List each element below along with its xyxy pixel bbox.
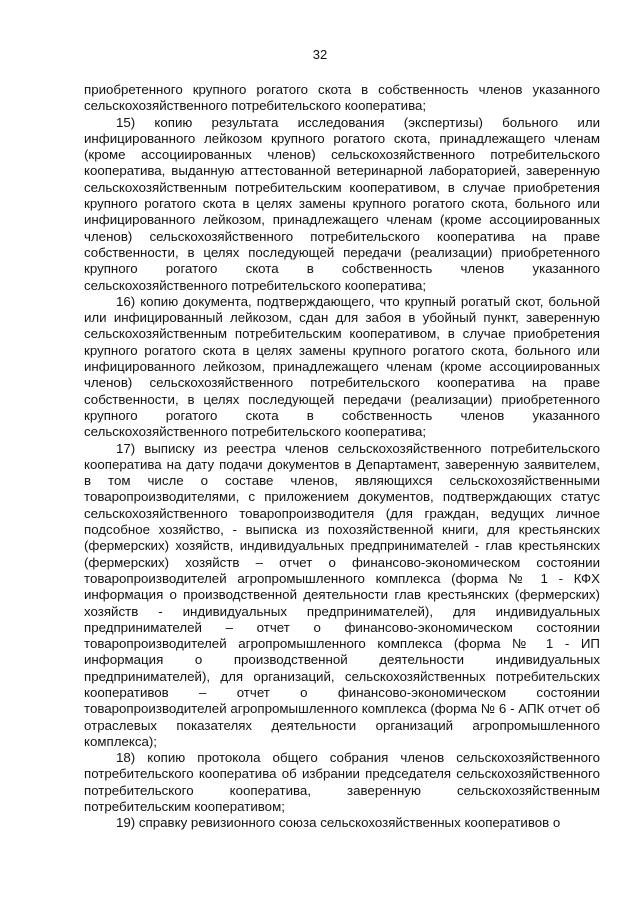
paragraph-item-16: 16) копию документа, подтверждающего, что крупный рогатый скот, больной или инфицированный лейкозом, сдан для забоя в убойный пункт, заверенную сельскохозяйственным потребительским кооперативом, в случае приобретения крупного рогатого скота в целях замены крупного рогатого скота, больного или инфицированного лейкозом, принадлежащего членам (кроме ассоциированных членов) сельскохозяйственного потребительского кооператива на праве собственности, в целях последующей передачи (реализации) приобретенного крупного рогатого скота в собственность членов указанного сельскохозяйственного потребительского кооператива; bbox=[84, 293, 600, 440]
paragraph-item-19: 19) справку ревизионного союза сельскохозяйственных кооперативов о bbox=[116, 815, 561, 831]
paragraph-item-17: 17) выписку из реестра членов сельскохозяйственного потребительского кооператива на дату подачи документов в Департамент, заверенную заявителем, в том числе о составе членов, являющихся сельскохозяйственными товаропроизводителями, с приложением документов, подтверждающих статус сельскохозяйственного товаропроизводителя (для граждан, ведущих личное подсобное хозяйство, - выписка из похозяйственной книги, для крестьянских (фермерских) хозяйств, индивидуальных предпринимателей - глав крестьянских (фермерских) хозяйств – отчет о финансово-экономическом состоянии товаропроизводителей агропромышленного комплекса (форма № 1 - КФХ информация о производственной деятельности глав крестьянских (фермерских) хозяйств - индивидуальных предпринимателей), для индивидуальных предпринимателей – отчет о финансово-экономическом состоянии товаропроизводителей агропромышленного комплекса (форма № 1 - ИП информация о производственной деятельности индивидуальных предпринимателей), для организаций, сельскохозяйственных потребительских кооперативов – отчет о финансово-экономическом состоянии товаропроизводителей агропромышленного комплекса (форма № 6 - АПК отчет об отраслевых показателях деятельности организаций агропромышленного комплекса); bbox=[84, 440, 600, 749]
document-body bbox=[84, 82, 600, 832]
paragraph-continuation: приобретенного крупного рогатого скота в собственность членов указанного сельскохозяйственного потребительского кооператива; bbox=[84, 82, 600, 114]
page-number: 32 bbox=[312, 47, 328, 62]
paragraph-item-18: 18) копию протокола общего собрания членов сельскохозяйственного потребительского кооператива об избрании председателя сельскохозяйственного потребительского кооператива, заверенную сельскохозяйственным потребительским кооперативом; bbox=[84, 750, 600, 815]
paragraph-item-15: 15) копию результата исследования (экспертизы) больного или инфицированного лейкозом крупного рогатого скота, принадлежащего членам (кроме ассоциированных членов) сельскохозяйственного потребительского кооператива, выданную аттестованной ветеринарной лабораторией, заверенную сельскохозяйственным потребительским кооперативом, в случае приобретения крупного рогатого скота в целях замены крупного рогатого скота, больного или инфицированного лейкозом, принадлежащего членам (кроме ассоциированных членов) сельскохозяйственного потребительского кооператива на праве собственности, в целях последующей передачи (реализации) приобретенного крупного рогатого скота в собственность членов указанного сельскохозяйственного потребительского кооператива; bbox=[84, 114, 600, 293]
